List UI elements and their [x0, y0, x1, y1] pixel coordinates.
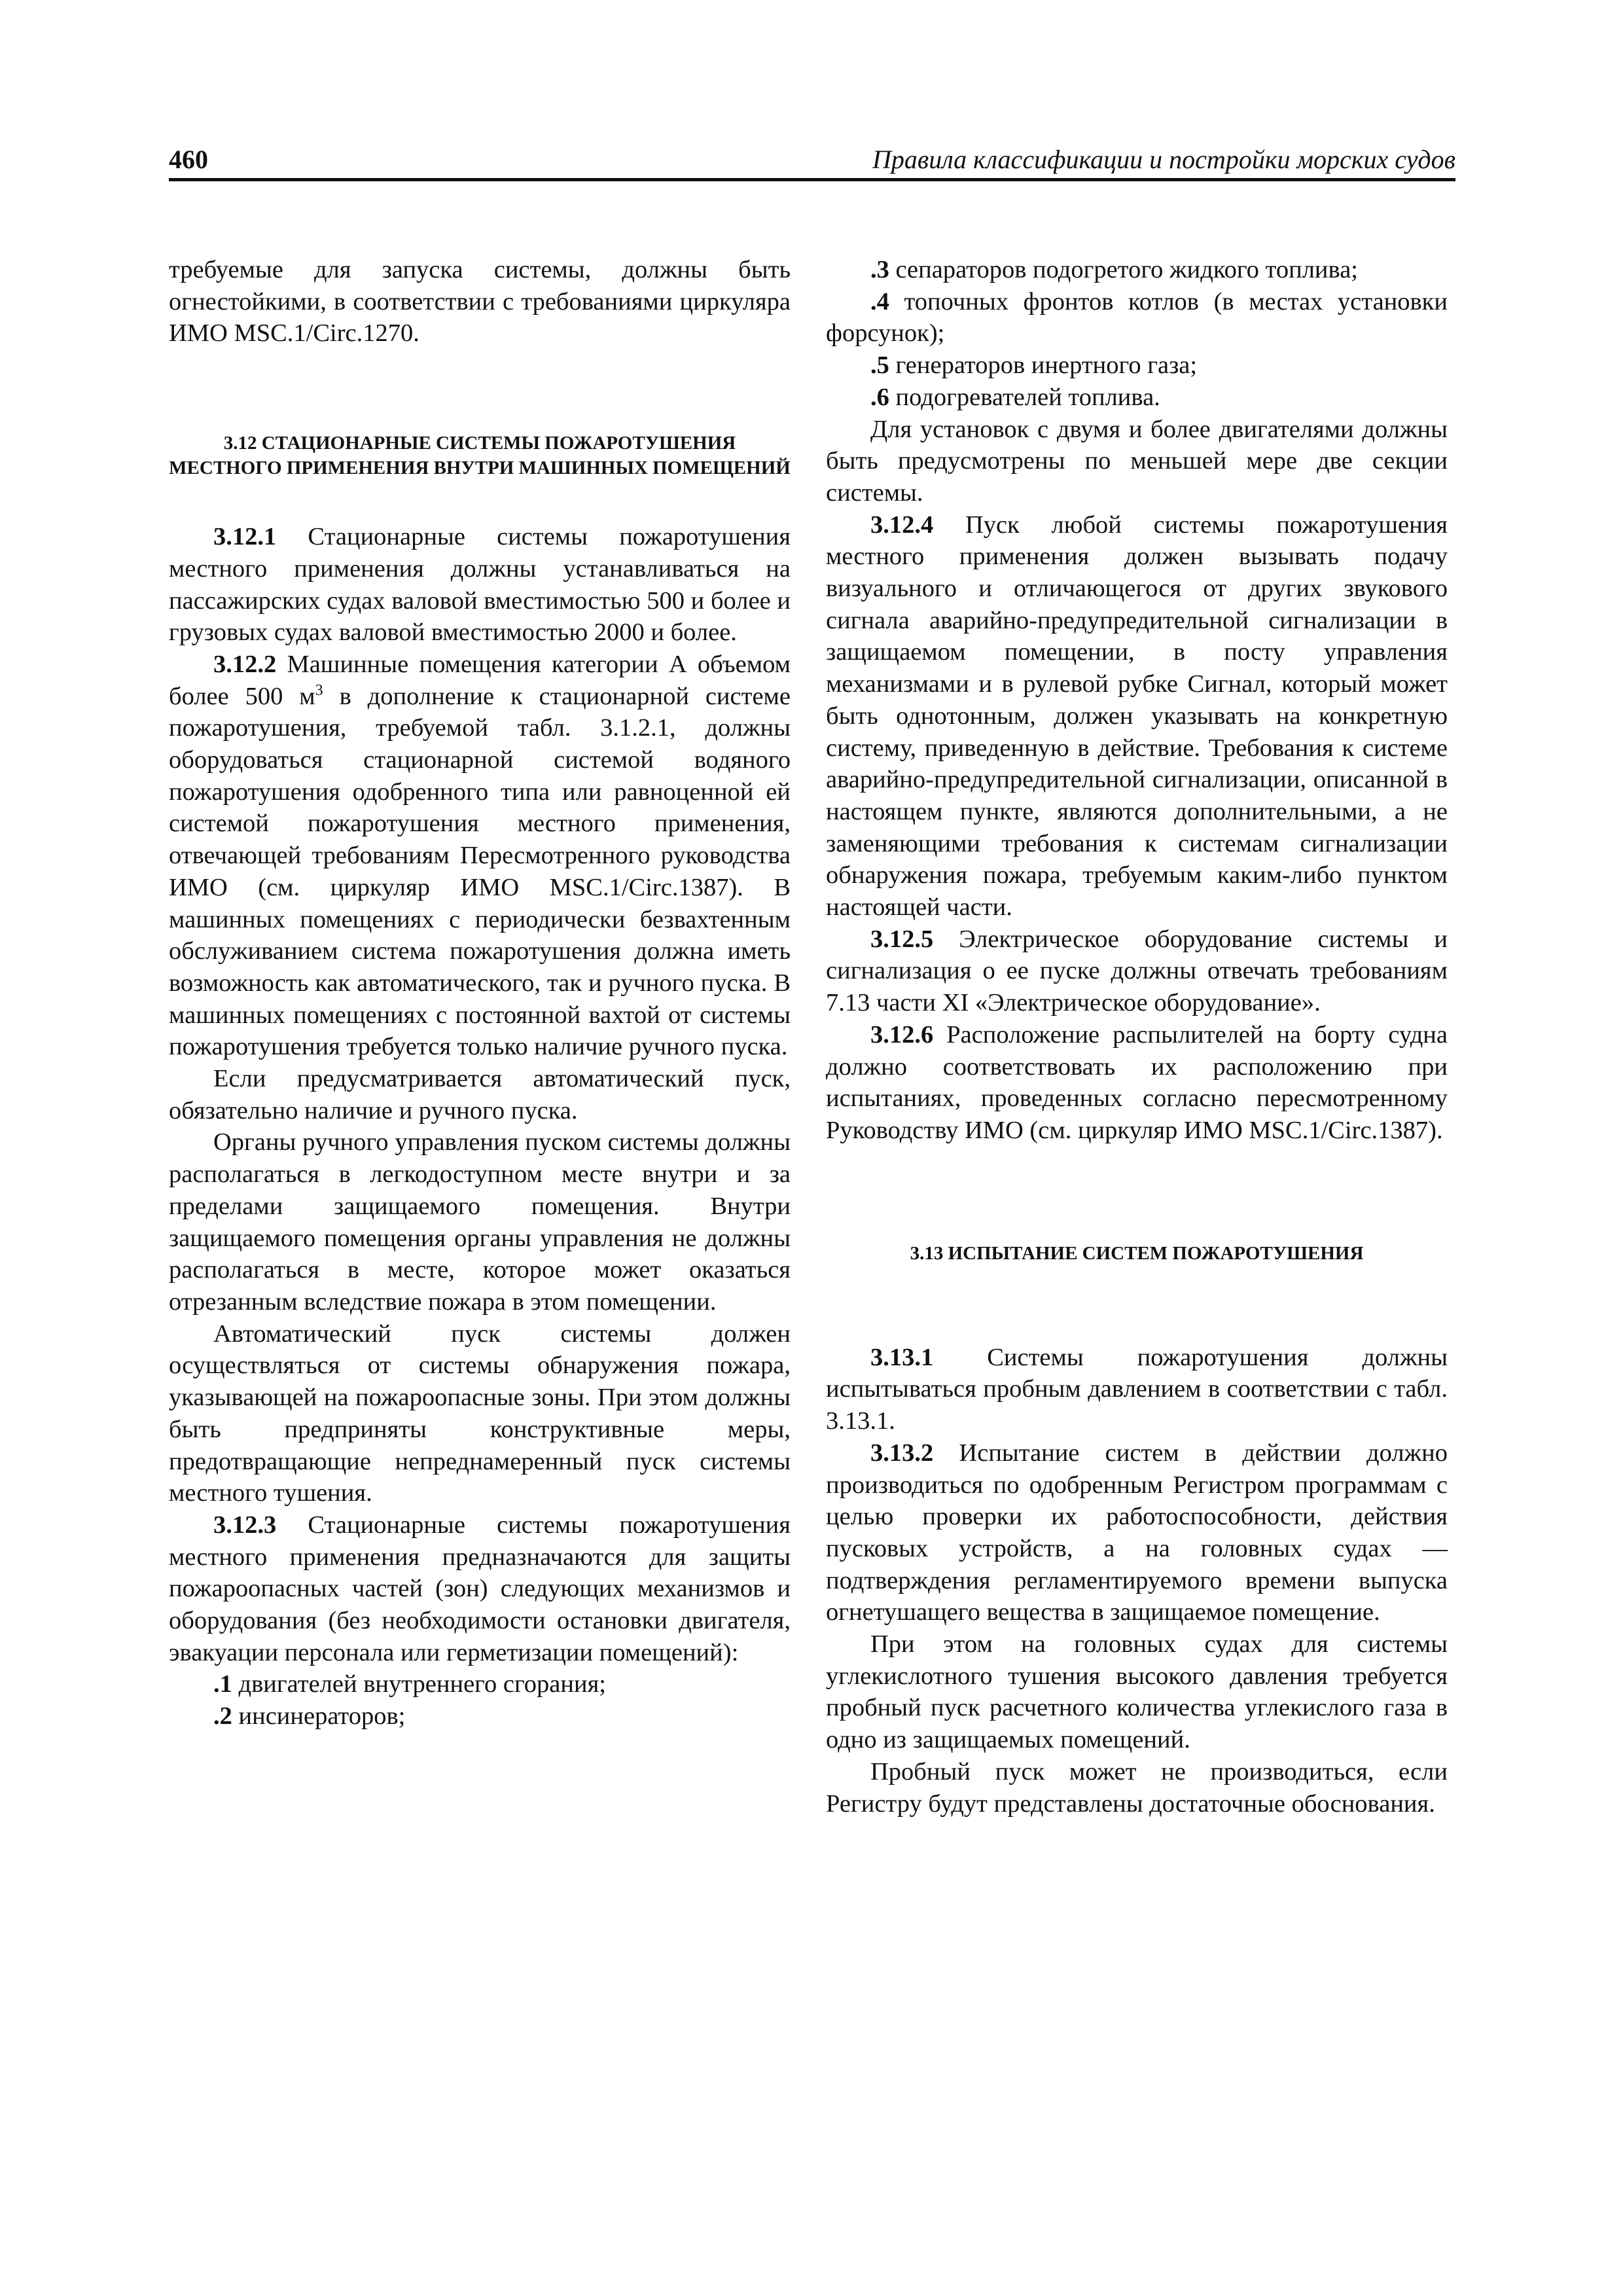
- paragraph-multi-engine: Для установок с двумя и более двигателями должны быть предусмотрены по меньшей мере две секции системы.: [826, 415, 1448, 507]
- list-item-number: .3: [870, 256, 889, 283]
- paragraph-3-12-1: [169, 521, 791, 649]
- right-column: [826, 254, 1448, 1820]
- list-item-number: .6: [870, 383, 889, 411]
- paragraph-3-12-5: [826, 924, 1448, 1019]
- page-header: [169, 144, 1455, 181]
- paragraph-auto-start: Если предусматривается автоматический пуск, обязательно наличие и ручного пуска.: [169, 1065, 791, 1124]
- clause-number: 3.12.4: [870, 511, 934, 539]
- clause-text: Испытание систем в действии должно производиться по одобренным Регистром программам с целью проверки их работоспособности, действия пусковых устройств, а на головных судах — подтверждения регламентируемого времени выпуска огнетушащего вещества в защищаемое помещение.: [826, 1439, 1448, 1626]
- intro-paragraph: требуемые для запуска системы, должны быть огнестойкими, в соответствии с требованиями циркуляра ИМО MSC.1/Circ.1270.: [169, 256, 791, 348]
- list-item-text: инсинераторов;: [232, 1702, 406, 1731]
- paragraph-co2-trial: При этом на головных судах для системы углекислотного тушения высокого давления требуется пробный пуск расчетного количества углекислого газа в одно из защищаемых помещений.: [826, 1630, 1448, 1754]
- page-number: 460: [169, 145, 208, 174]
- clause-number: 3.13.2: [870, 1439, 934, 1467]
- paragraph-3-12-2: [169, 649, 791, 1063]
- list-item-number: .1: [213, 1670, 232, 1698]
- clause-number: 3.12.6: [870, 1020, 934, 1049]
- paragraph-3-12-4: [826, 509, 1448, 924]
- paragraph-3-12-6: [826, 1019, 1448, 1147]
- paragraph-trial-waiver: Пробный пуск может не производиться, если Регистру будут представлены достаточные обоснования.: [826, 1757, 1448, 1818]
- list-item-text: подогревателей топлива.: [889, 383, 1160, 411]
- paragraph-3-12-3: [169, 1509, 791, 1669]
- paragraph-automatic-start: Автоматический пуск системы должен осуществляться от системы обнаружения пожара, указывающей на пожароопасные зоны. При этом должны быть предприняты конструктивные меры, предотвращающие непреднамеренный пуск системы местного тушения.: [169, 1319, 791, 1507]
- list-item: [169, 1668, 791, 1700]
- clause-number: 3.12.3: [213, 1511, 277, 1539]
- equipment-list-left: [169, 1668, 791, 1732]
- clause-number: 3.12.5: [870, 925, 934, 953]
- section-3-13-title: 3.13 ИСПЫТАНИЕ СИСТЕМ ПОЖАРОТУШЕНИЯ: [910, 1242, 1364, 1264]
- list-item: [826, 286, 1448, 350]
- clause-text: Стационарные системы пожаротушения местного применения предназначаются для защиты пожароопасных частей (зон) следующих механизмов и оборудования (без необходимости остановки двигателя, эвакуации персонала или герметизации помещений):: [169, 1511, 791, 1666]
- list-item-number: .2: [213, 1702, 232, 1731]
- paragraph-3-13-1: [826, 1342, 1448, 1437]
- superscript: 3: [315, 681, 323, 699]
- clause-text: Стационарные системы пожаротушения местного применения должны устанавливаться на пассажирских судах валовой вместимостью 500 и более и грузовых судах валовой вместимостью 2000 и более.: [169, 523, 791, 647]
- clause-number: 3.12.1: [213, 523, 277, 551]
- list-item: [826, 382, 1448, 414]
- list-item-text: топочных фронтов котлов (в местах установки форсунок);: [826, 287, 1448, 348]
- section-3-12-title: 3.12 СТАЦИОНАРНЫЕ СИСТЕМЫ ПОЖАРОТУШЕНИЯ МЕСТНОГО ПРИМЕНЕНИЯ ВНУТРИ МАШИННЫХ ПОМЕЩЕНИЙ: [169, 433, 791, 479]
- paragraph-controls: Органы ручного управления пуском системы должны располагаться в легкодоступном месте внутри и за пределами защищаемого помещения. Внутри защищаемого помещения органы управления не должны располагаться в месте, которое может оказаться отрезанным вследствие пожара в этом помещении.: [169, 1128, 791, 1316]
- list-item-number: .4: [870, 287, 889, 315]
- list-item-text: сепараторов подогретого жидкого топлива;: [889, 256, 1358, 283]
- list-item-text: двигателей внутреннего сгорания;: [232, 1670, 606, 1698]
- clause-text: Электрическое оборудование системы и сигнализация о ее пуске должны отвечать требованиям 7.13 части XI «Электрическое оборудование».: [826, 925, 1448, 1017]
- clause-text: Машинные помещения категории А объемом более 500 м: [169, 650, 791, 710]
- list-item: [169, 1700, 791, 1732]
- equipment-list-right: [826, 254, 1448, 414]
- clause-text: Пуск любой системы пожаротушения местного применения должен вызывать подачу визуального и отличающегося от других звукового сигнала аварийно-предупредительной сигнализации в защищаемом помещении, в посту управления механизмами и в рулевой рубке Сигнал, который может быть однотонным, должен указывать на конкретную систему, приведенную в действие. Требования к системе аварийно-предупредительной сигнализации, описанной в настоящем пункте, являются дополнительными, а не заменяющими требования к системам сигнализации обнаружения пожара, требуемым каким-либо пунктом настоящей части.: [826, 511, 1448, 922]
- clause-number: 3.13.1: [870, 1343, 934, 1371]
- running-title: Правила классификации и постройки морских судов: [872, 145, 1455, 174]
- list-item: [826, 254, 1448, 286]
- list-item-text: генераторов инертного газа;: [889, 351, 1198, 380]
- clause-number: 3.12.2: [213, 650, 277, 678]
- clause-text: в дополнение к стационарной системе пожаротушения, требуемой табл. 3.1.2.1, должны оборудоваться стационарной системой водяного пожаротушения одобренного типа или равноценной ей системой пожаротушения местного применения, отвечающей требованиям Пересмотренного руководства ИМО (см. циркуляр ИМО MSC.1/Circ.1387). В машинных помещениях с периодически безвахтенным обслуживанием система пожаротушения должна иметь возможность как автоматического, так и ручного пуска. В машинных помещениях с постоянной вахтой от системы пожаротушения требуется только наличие ручного пуска.: [169, 682, 791, 1061]
- left-column: [169, 254, 791, 1732]
- clause-text: Системы пожаротушения должны испытываться пробным давлением в соответствии с табл. 3.13.1.: [826, 1343, 1448, 1435]
- list-item: [826, 350, 1448, 382]
- clause-text: Расположение распылителей на борту судна должно соответствовать их расположению при испытаниях, проведенных согласно пересмотренному Руководству ИМО (см. циркуляр ИМО MSC.1/Circ.1387).: [826, 1020, 1448, 1144]
- list-item-number: .5: [870, 351, 889, 380]
- paragraph-3-13-2: [826, 1437, 1448, 1628]
